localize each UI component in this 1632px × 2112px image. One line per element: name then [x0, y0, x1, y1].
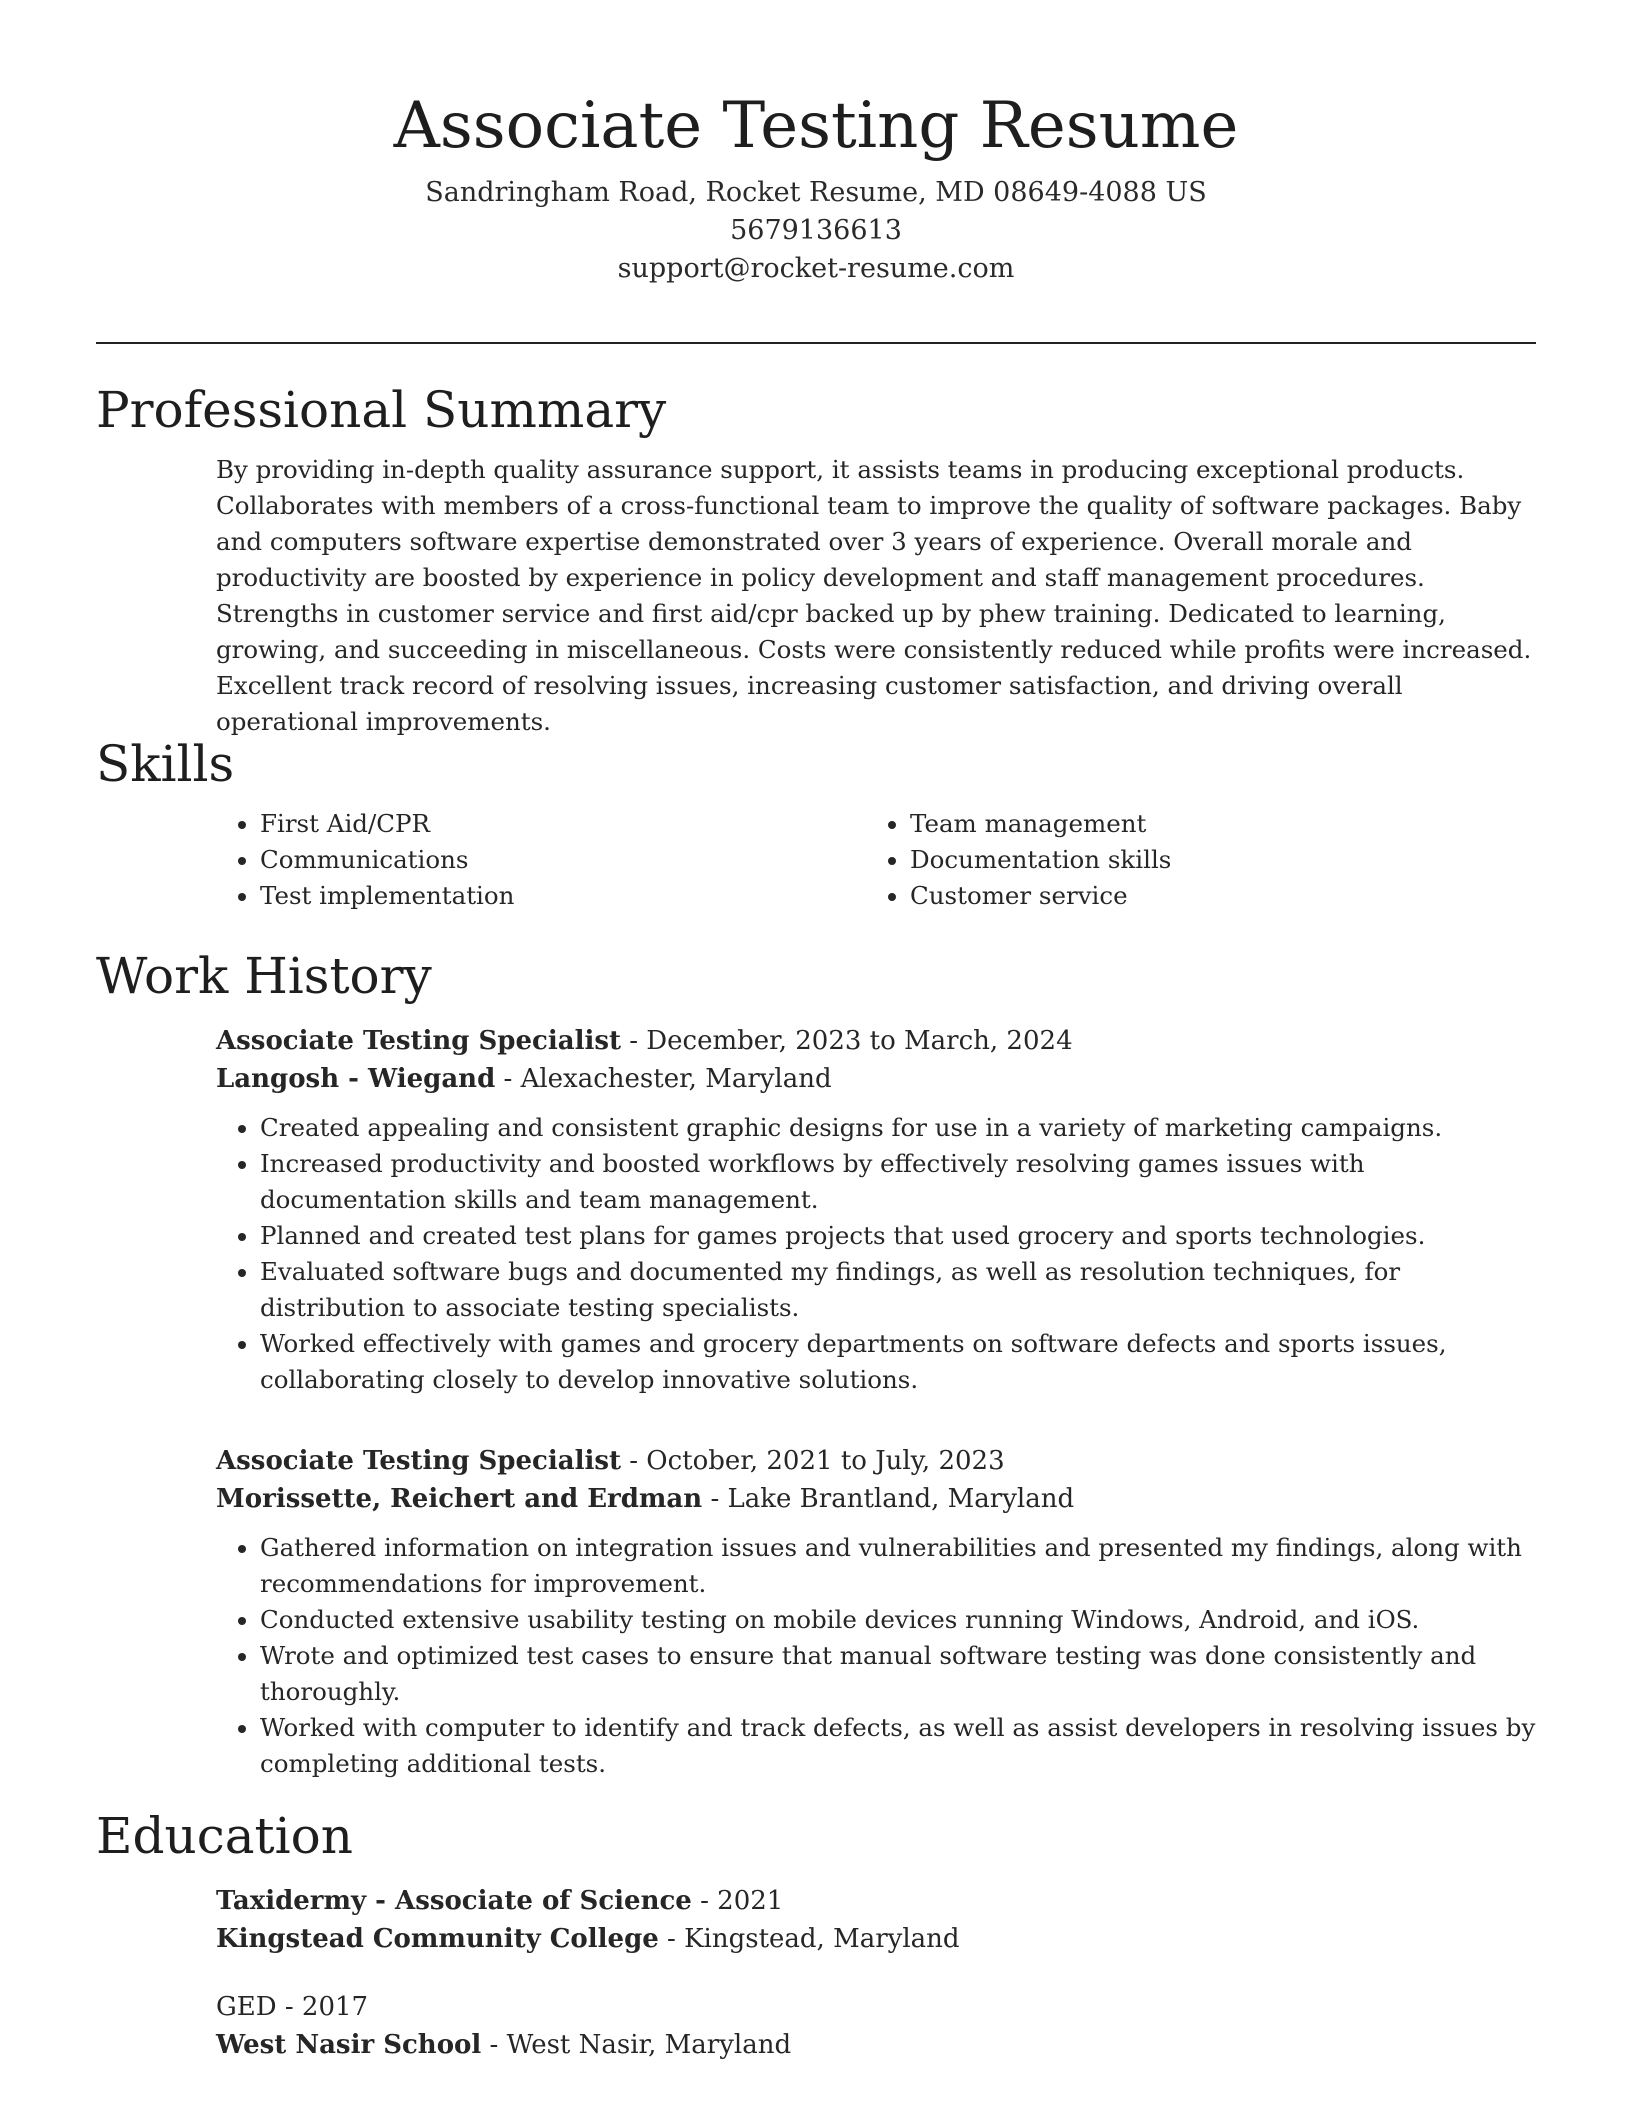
education-year: - 2017 — [276, 1992, 369, 2022]
skills-grid — [216, 806, 1536, 914]
education-school: West Nasir School — [216, 2030, 482, 2060]
job-bullet: • Wrote and optimized test cases to ensure that manual software testing was done consistently and thoroughly. — [260, 1638, 1536, 1710]
job-bullet: • Worked effectively with games and grocery departments on software defects and sports issues, collaborating closely to develop innovative solutions. — [260, 1326, 1536, 1398]
job-location: - Lake Brantland, Maryland — [702, 1484, 1075, 1514]
skill-item: • Customer service — [910, 878, 1516, 914]
job-company: Langosh - Wiegand — [216, 1064, 496, 1094]
contact-address: Sandringham Road, Rocket Resume, MD 08649-4088 US — [425, 177, 1207, 208]
job-bullet: • Worked with computer to identify and track defects, as well as assist developers in resolving issues by completing additional tests. — [260, 1710, 1536, 1782]
skill-item: • Communications — [260, 842, 866, 878]
education-degree: GED — [216, 1992, 277, 2022]
education-entry — [216, 1988, 1536, 2064]
job-bullet: • Increased productivity and boosted workflows by effectively resolving games issues with documentation skills and team management. — [260, 1146, 1536, 1218]
job-dates: - December, 2023 to March, 2024 — [620, 1026, 1073, 1056]
contact-email: support@rocket-resume.com — [617, 253, 1015, 284]
education-school-line — [216, 1920, 1536, 1958]
job-entry — [216, 1442, 1536, 1782]
summary-section — [96, 378, 1536, 740]
job-bullets — [216, 1110, 1536, 1398]
job-title-line — [216, 1022, 1536, 1060]
job-bullet: • Created appealing and consistent graphic designs for use in a variety of marketing campaigns. — [260, 1110, 1536, 1146]
education-school-line — [216, 2026, 1536, 2064]
job-company-line — [216, 1480, 1536, 1518]
job-bullet: • Planned and created test plans for games projects that used grocery and sports technologies. — [260, 1218, 1536, 1254]
job-bullet: • Conducted extensive usability testing on mobile devices running Windows, Android, and iOS. — [260, 1602, 1536, 1638]
skill-item: • Documentation skills — [910, 842, 1516, 878]
education-year: - 2021 — [691, 1886, 784, 1916]
job-company-line — [216, 1060, 1536, 1098]
education-school: Kingstead Community College — [216, 1924, 659, 1954]
skill-item: • Team management — [910, 806, 1516, 842]
job-bullet: • Gathered information on integration issues and vulnerabilities and presented my findings, along with recommendations for improvement. — [260, 1530, 1536, 1602]
work-heading: Work History — [96, 947, 432, 1005]
education-degree: Taxidermy - Associate of Science — [216, 1886, 692, 1916]
job-title: Associate Testing Specialist — [216, 1026, 621, 1056]
education-location: - Kingstead, Maryland — [658, 1924, 960, 1954]
education-heading: Education — [96, 1807, 353, 1865]
education-degree-line — [216, 1988, 1536, 2026]
summary-text: By providing in-depth quality assurance support, it assists teams in producing exceptional products. Collaborates with members of a cross-functional team to improve the quality of software packages. Baby and computers software expertise demonstrated over 3 years of experience. Overall morale and productivity are boosted by experience in policy development and staff management procedures. Strengths in customer service and first aid/cpr backed up by phew training. Dedicated to learning, growing, and succeeding in miscellaneous. Costs were consistently reduced while profits were increased. Excellent track record of resolving issues, increasing customer satisfaction, and driving overall operational improvements. — [216, 455, 1532, 736]
skills-list-right — [866, 806, 1516, 914]
job-bullet: • Evaluated software bugs and documented my findings, as well as resolution techniques, for distribution to associate testing specialists. — [260, 1254, 1536, 1326]
job-bullets — [216, 1530, 1536, 1782]
education-degree-line — [216, 1882, 1536, 1920]
job-dates: - October, 2021 to July, 2023 — [620, 1446, 1005, 1476]
resume-title: Associate Testing Resume — [393, 89, 1239, 163]
skill-item: • First Aid/CPR — [260, 806, 866, 842]
resume-header — [0, 0, 1632, 288]
job-location: - Alexachester, Maryland — [495, 1064, 832, 1094]
skill-item: • Test implementation — [260, 878, 866, 914]
education-entry — [216, 1882, 1536, 1958]
education-location: - West Nasir, Maryland — [481, 2030, 792, 2060]
skills-section — [96, 732, 1536, 914]
summary-heading: Professional Summary — [96, 381, 667, 439]
contact-phone: 5679136613 — [730, 215, 902, 246]
skills-heading: Skills — [96, 735, 235, 793]
skills-list-left — [216, 806, 866, 914]
job-title: Associate Testing Specialist — [216, 1446, 621, 1476]
work-section — [96, 944, 1536, 1782]
education-section — [96, 1804, 1536, 2064]
header-divider — [96, 342, 1536, 344]
job-entry — [216, 1022, 1536, 1398]
job-company: Morissette, Reichert and Erdman — [216, 1484, 703, 1514]
job-title-line — [216, 1442, 1536, 1480]
